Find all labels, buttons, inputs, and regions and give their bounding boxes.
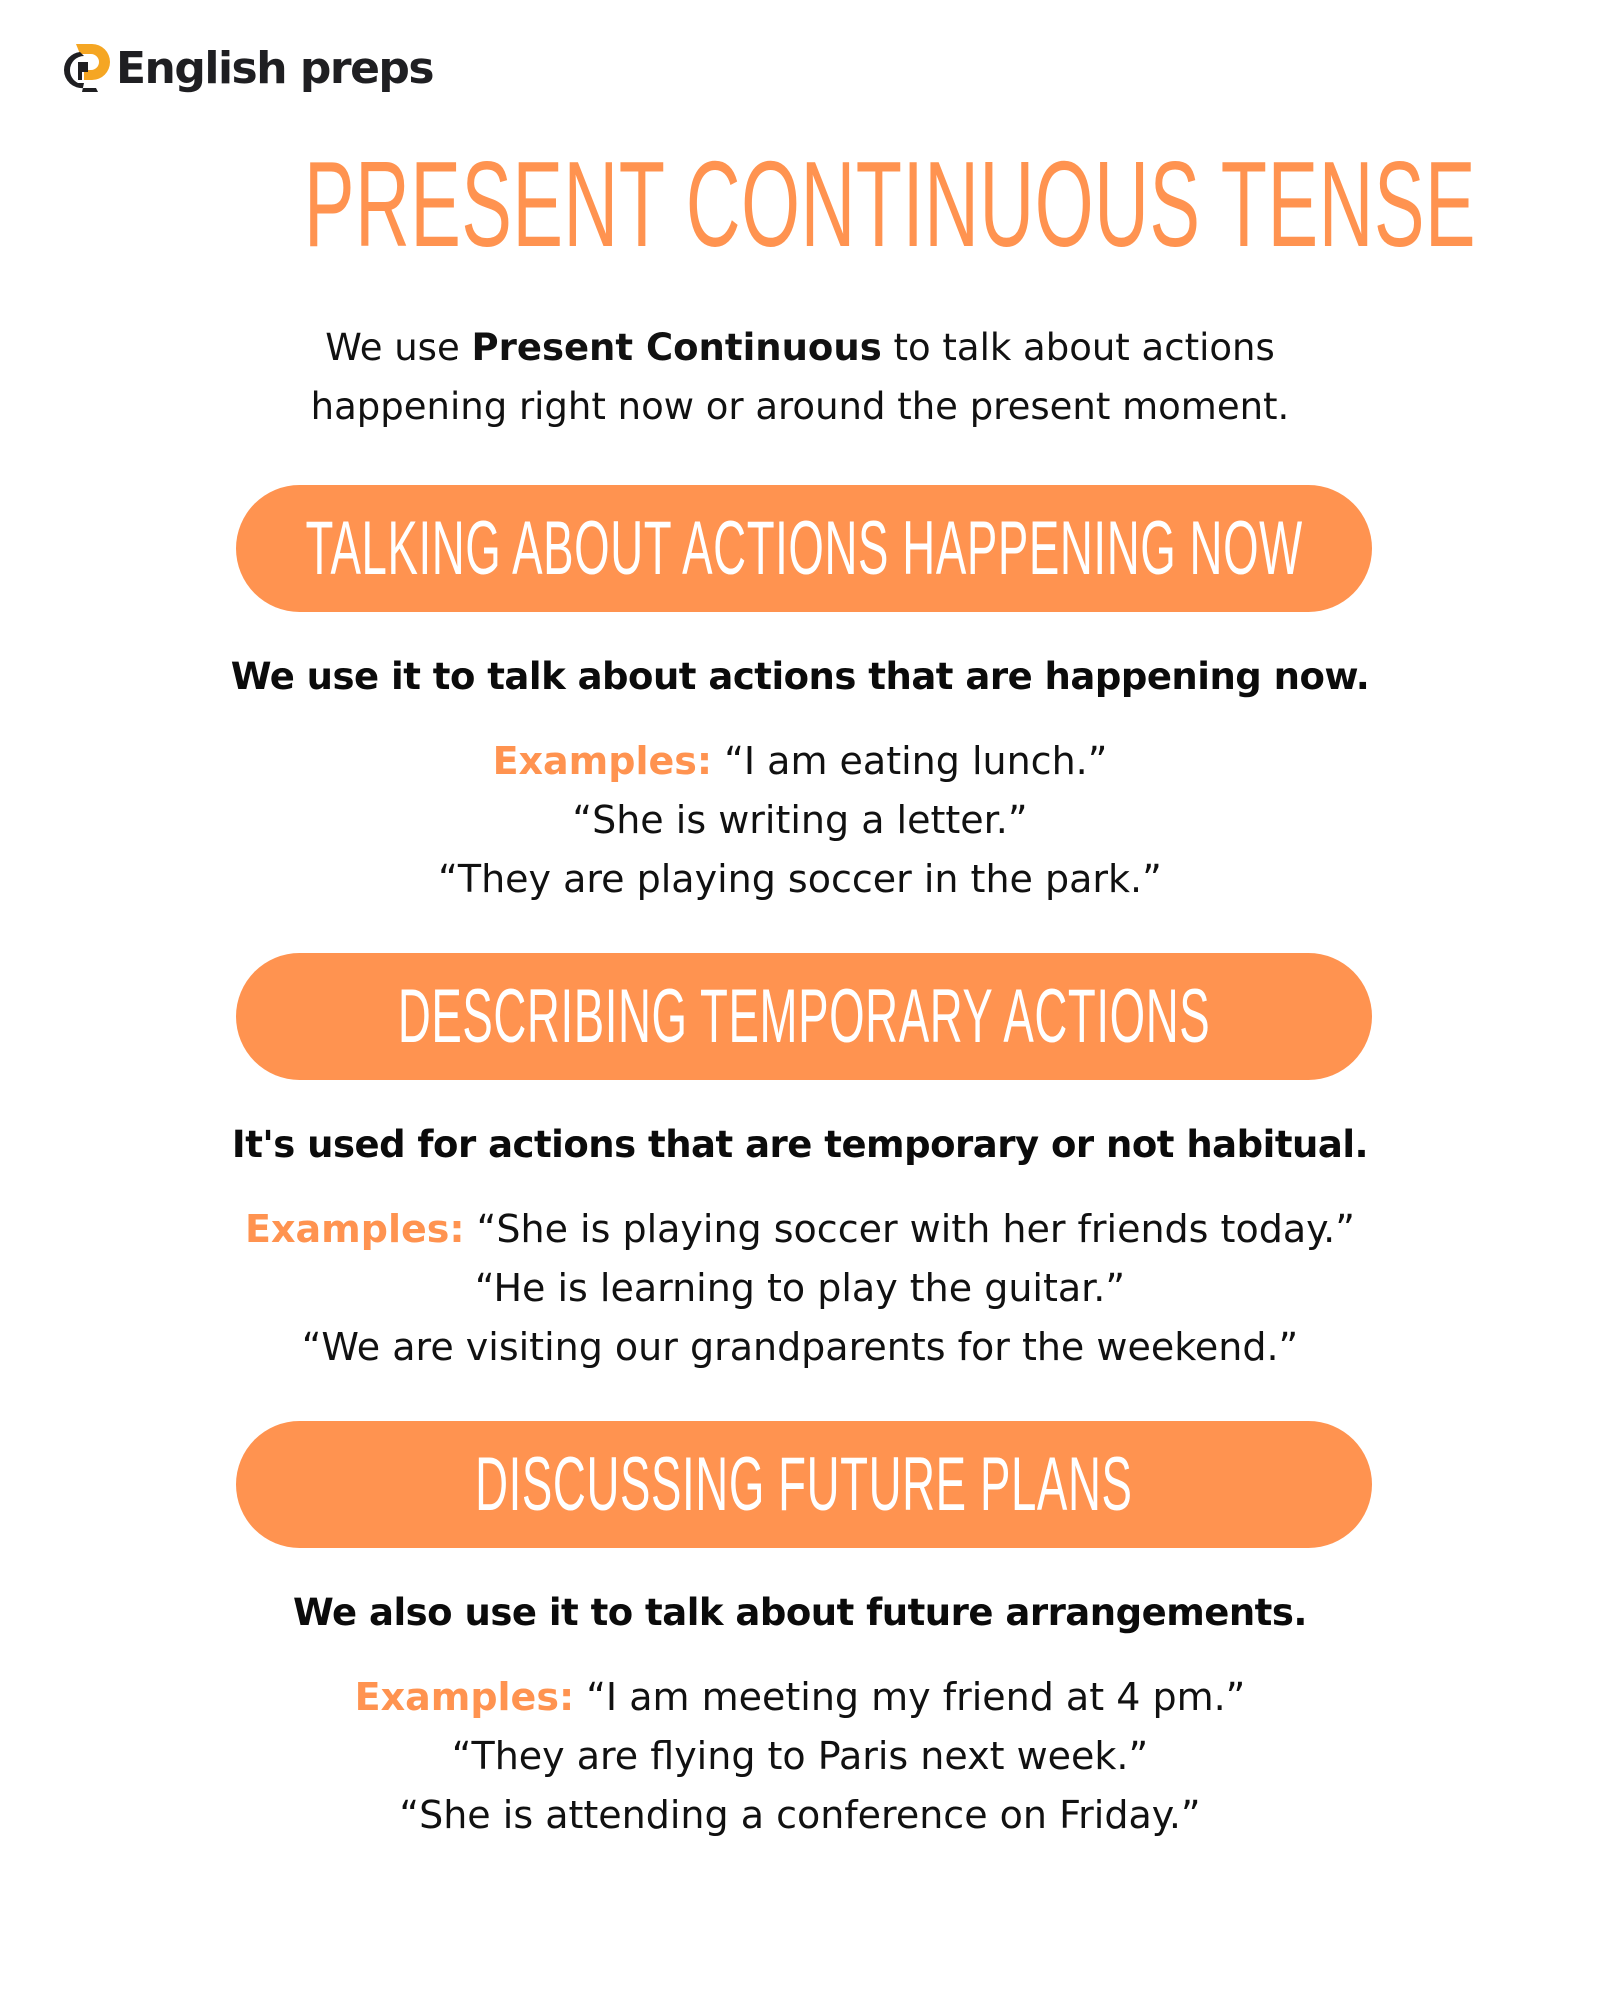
example-line: “She is attending a conference on Friday.” [399, 1793, 1201, 1837]
example-line: “She is writing a letter.” [572, 798, 1028, 842]
example-text: “I am meeting my friend at 4 pm.” [586, 1675, 1246, 1719]
section-heading: TALKING ABOUT ACTIONS HAPPENING NOW [305, 506, 1303, 591]
examples-list [100, 1668, 1500, 1845]
section-heading: DESCRIBING TEMPORARY ACTIONS [397, 974, 1211, 1059]
example-text: “She is playing soccer with her friends today.” [476, 1207, 1355, 1251]
intro-paragraph [200, 318, 1400, 436]
examples-label: Examples: [245, 1207, 465, 1251]
intro-bold-term: Present Continuous [471, 326, 882, 369]
section-description: It's used for actions that are temporary or not habitual. [231, 1123, 1369, 1166]
example-line [100, 1668, 1500, 1727]
examples-list [100, 732, 1500, 909]
example-line [100, 732, 1500, 791]
intro-line-2: happening right now or around the present moment. [310, 385, 1290, 428]
example-line: “They are flying to Paris next week.” [451, 1734, 1149, 1778]
example-line [100, 1200, 1500, 1259]
brand-logo[interactable] [58, 36, 433, 100]
page-title: PRESENT CONTINUOUS TENSE [304, 136, 1477, 272]
englishpreps-logo-icon [58, 40, 110, 96]
examples-label: Examples: [492, 739, 713, 783]
section-description: We use it to talk about actions that are happening now. [230, 655, 1370, 698]
section-description: We also use it to talk about future arrangements. [293, 1591, 1307, 1634]
section-heading-pill-actions-now [236, 485, 1372, 612]
section-heading-pill-future-plans [236, 1421, 1372, 1548]
brand-name: English preps [116, 42, 434, 94]
example-line: “They are playing soccer in the park.” [438, 857, 1162, 901]
examples-list [100, 1200, 1500, 1377]
intro-line-1 [200, 318, 1400, 377]
section-heading: DISCUSSING FUTURE PLANS [475, 1442, 1133, 1527]
intro-prefix: We use [325, 326, 472, 369]
example-text: “I am eating lunch.” [724, 739, 1108, 783]
intro-suffix: to talk about actions [881, 326, 1275, 369]
examples-label: Examples: [354, 1675, 575, 1719]
example-line: “We are visiting our grandparents for the weekend.” [301, 1325, 1299, 1369]
example-line: “He is learning to play the guitar.” [474, 1266, 1126, 1310]
section-heading-pill-temporary-actions [236, 953, 1372, 1080]
